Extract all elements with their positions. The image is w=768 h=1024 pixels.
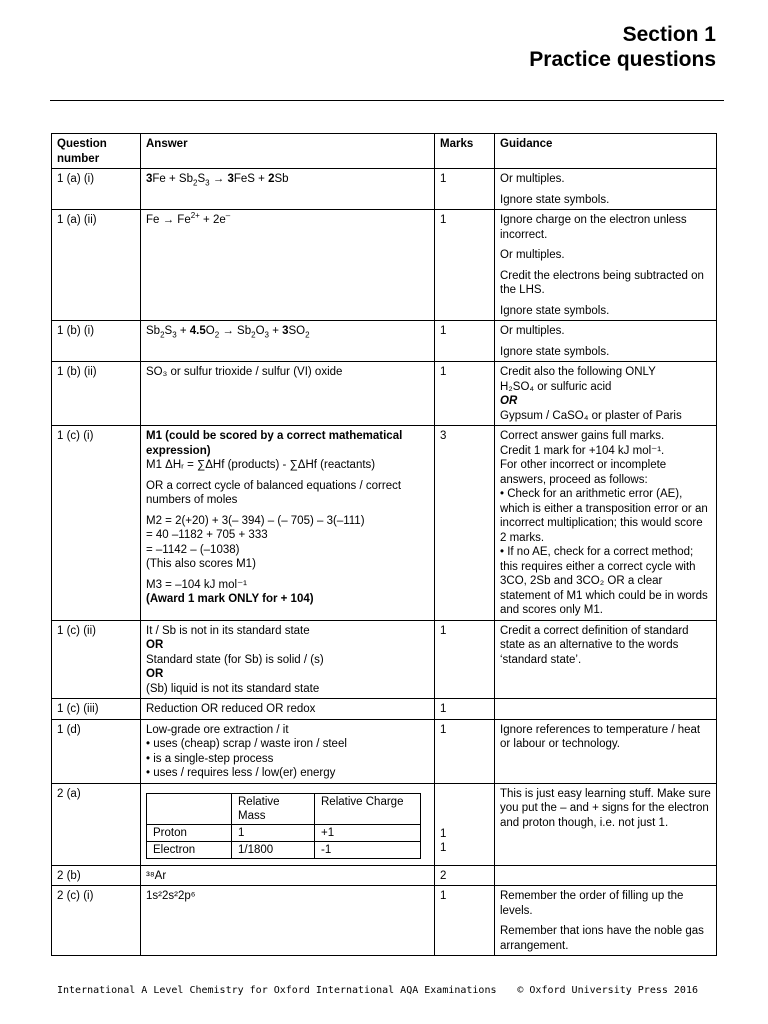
question-cell: 2 (c) (i) xyxy=(52,886,141,956)
question-cell: 1 (c) (i) xyxy=(52,426,141,621)
marks-cell: 3 xyxy=(435,426,495,621)
question-cell: 1 (b) (ii) xyxy=(52,362,141,426)
guidance-cell: Or multiples. Ignore state symbols. xyxy=(495,321,717,362)
page-footer xyxy=(57,985,698,996)
guidance-cell: This is just easy learning stuff. Make sure you put the – and + signs for the electron and proton though, i.e. not just 1. xyxy=(495,783,717,865)
guidance-cell: Ignore charge on the electron unless incorrect. Or multiples. Credit the electrons being subtracted on the LHS. Ignore state symbols. xyxy=(495,210,717,321)
footer-copyright: © Oxford University Press 2016 xyxy=(517,985,698,996)
question-cell: 2 (b) xyxy=(52,865,141,886)
page-subtitle: Practice questions xyxy=(529,48,716,71)
marks-cell: 1 xyxy=(435,362,495,426)
guidance-cell: Remember the order of filling up the levels. Remember that ions have the noble gas arrangement. xyxy=(495,886,717,956)
table-row xyxy=(52,865,717,886)
answer-cell: 1s²2s²2p⁶ xyxy=(141,886,435,956)
guidance-cell: Ignore references to temperature / heat or labour or technology. xyxy=(495,719,717,783)
particle-row: Electron 1/1800 -1 xyxy=(147,841,421,858)
col-header-question: Question number xyxy=(52,134,141,169)
col-header-marks: Marks xyxy=(435,134,495,169)
marks-cell: 1 xyxy=(435,886,495,956)
table-row xyxy=(52,783,717,865)
col-header-answer: Answer xyxy=(141,134,435,169)
guidance-cell: Or multiples. Ignore state symbols. xyxy=(495,169,717,210)
answer-cell: $Fe \to Fe^{2+} + 2e^-$ xyxy=(141,210,435,321)
table-row xyxy=(52,620,717,699)
question-cell: 1 (c) (ii) xyxy=(52,620,141,699)
answer-cell: SO₃ or sulfur trioxide / sulfur (VI) oxide xyxy=(141,362,435,426)
question-cell: 1 (a) (ii) xyxy=(52,210,141,321)
guidance-cell xyxy=(495,699,717,720)
marks-cell: 1 xyxy=(435,169,495,210)
marks-cell: 1 xyxy=(435,699,495,720)
section-title: Section 1 xyxy=(622,23,716,46)
table-row xyxy=(52,362,717,426)
question-cell: 1 (b) (i) xyxy=(52,321,141,362)
marks-cell: 1 xyxy=(435,719,495,783)
answer-cell: ³⁸Ar xyxy=(141,865,435,886)
marks-cell: 1 xyxy=(435,321,495,362)
answer-cell xyxy=(141,783,435,865)
table-row xyxy=(52,719,717,783)
marks-cell: 1 xyxy=(435,210,495,321)
question-cell: 2 (a) xyxy=(52,783,141,865)
answer-cell: $3Fe + Sb_2S_3 \to 3FeS + 2Sb$ xyxy=(141,169,435,210)
guidance-cell: Correct answer gains full marks. Credit 1 mark for +104 kJ mol⁻¹. For other incorrect or incomplete answers, proceed as follows: • Check for an arithmetic error (AE), which is either a transposition error or an incorrect multiplication; this would score 2 marks. • If no AE, check for a correct method; this requires either a correct cycle with 3CO, 2Sb and 3CO₂ OR a clear statement of M1 which could be in words and scores only M1. xyxy=(495,426,717,621)
answer-cell: $Sb_2S_3 + 4.5O_2 \to Sb_2O_3 + 3SO_2$ xyxy=(141,321,435,362)
page-header xyxy=(529,22,716,72)
table-header-row xyxy=(52,134,717,169)
table-row xyxy=(52,169,717,210)
answer-cell: Reduction OR reduced OR redox xyxy=(141,699,435,720)
guidance-cell: Credit also the following ONLY H₂SO₄ or sulfuric acid OR Gypsum / CaSO₄ or plaster of Paris xyxy=(495,362,717,426)
particle-row: Proton 1 +1 xyxy=(147,824,421,841)
col-header-guidance: Guidance xyxy=(495,134,717,169)
marks-cell: 2 xyxy=(435,865,495,886)
marks-cell: 1 1 xyxy=(435,783,495,865)
table-row xyxy=(52,699,717,720)
guidance-cell: Credit a correct definition of standard state as an alternative to the words ‘standard state’. xyxy=(495,620,717,699)
footer-book-title: International A Level Chemistry for Oxford International AQA Examinations xyxy=(57,985,497,996)
question-cell: 1 (c) (iii) xyxy=(52,699,141,720)
marks-cell: 1 xyxy=(435,620,495,699)
table-row xyxy=(52,321,717,362)
particle-table-header: Relative Mass Relative Charge xyxy=(147,793,421,824)
mark-scheme-table xyxy=(51,133,717,956)
particle-table xyxy=(146,793,421,859)
answer-cell: M1 (could be scored by a correct mathematical expression) M1 ΔHᵣ = ∑ΔHf (products) - ∑ΔHf (reactants) OR a correct cycle of balanced equations / correct numbers of moles M2 = 2(+20) + 3(– 394) – (– 705) – 3(–111) = 40 –1182 + 705 + 333 = –1142 – (–1038) (This also scores M1) M3 = –104 kJ mol⁻¹ (Award 1 mark ONLY for + 104) xyxy=(141,426,435,621)
answer-cell: It / Sb is not in its standard state OR Standard state (for Sb) is solid / (s) OR (Sb) liquid is not its standard state xyxy=(141,620,435,699)
question-cell: 1 (a) (i) xyxy=(52,169,141,210)
answer-cell: Low-grade ore extraction / it • uses (cheap) scrap / waste iron / steel • is a single-step process • uses / requires less / low(er) energy xyxy=(141,719,435,783)
table-row xyxy=(52,210,717,321)
question-cell: 1 (d) xyxy=(52,719,141,783)
header-rule xyxy=(50,100,724,101)
guidance-cell xyxy=(495,865,717,886)
table-row xyxy=(52,426,717,621)
table-row xyxy=(52,886,717,956)
